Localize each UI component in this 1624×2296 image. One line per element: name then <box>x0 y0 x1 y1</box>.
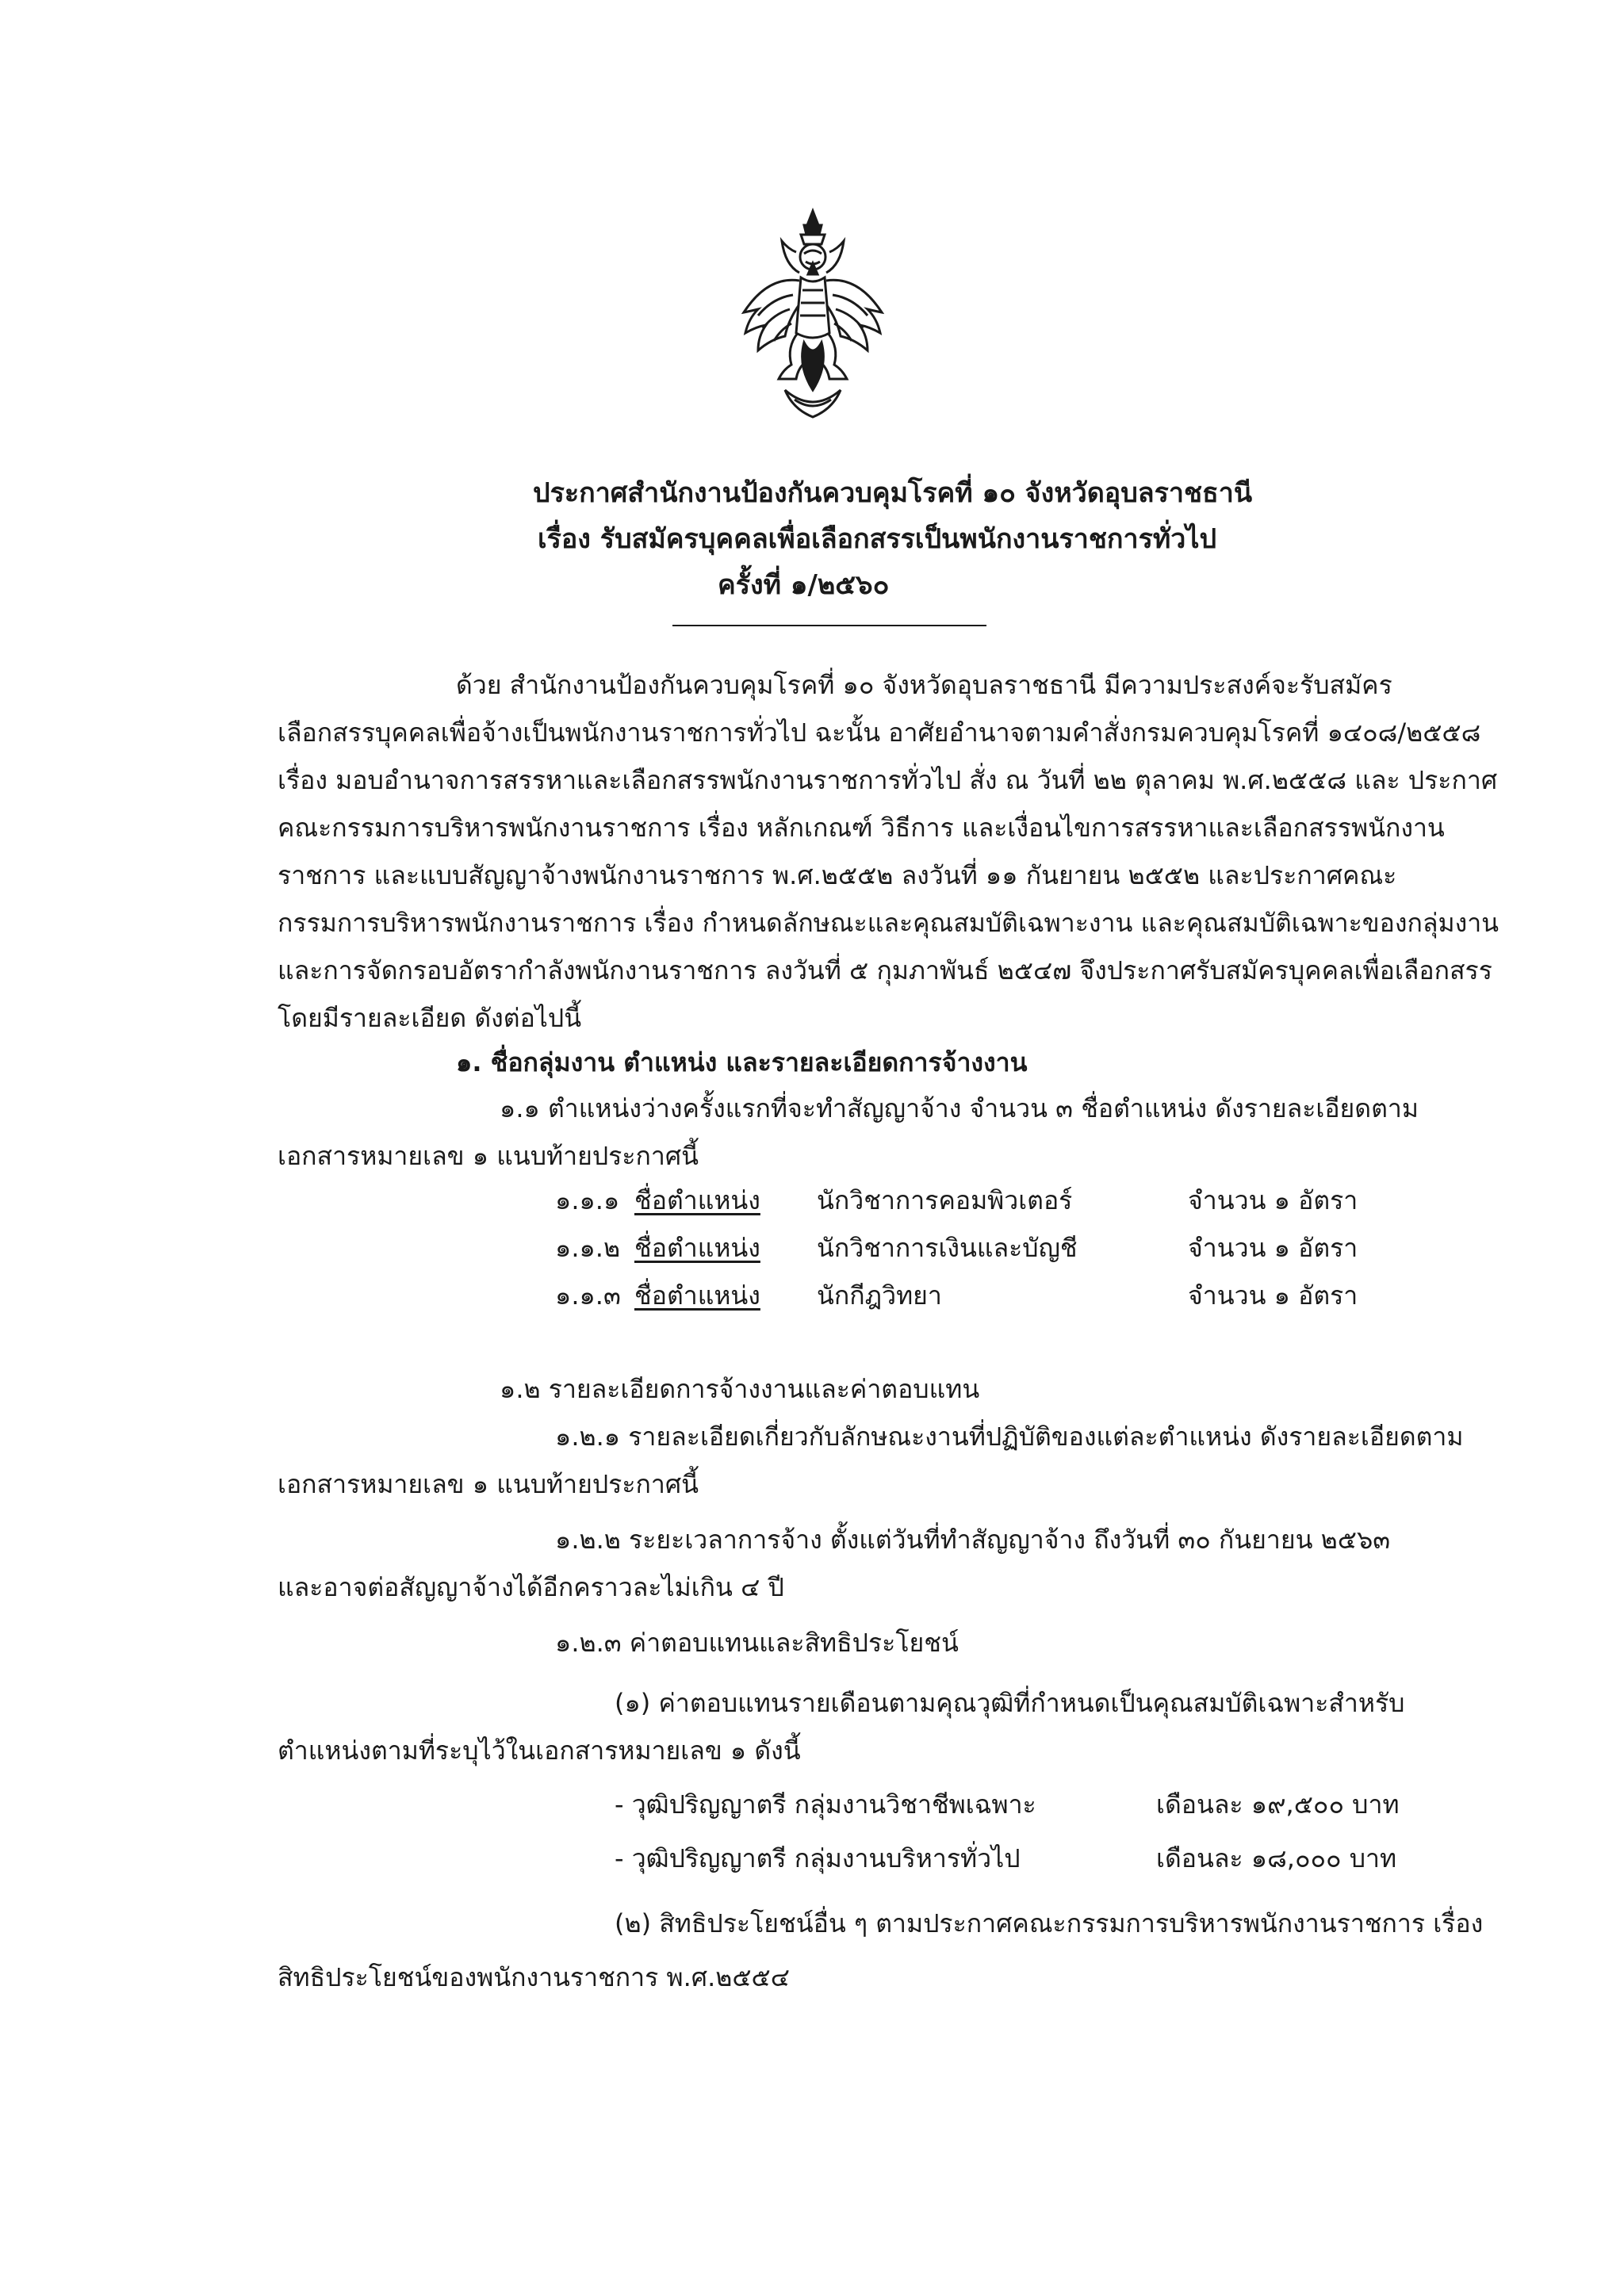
intro-line-5: ราชการ และแบบสัญญาจ้างพนักงานราชการ พ.ศ.๒๕๕๒ ลงวันที่ ๑๑ กันยายน ๒๕๕๒ และประกาศคณะ <box>278 860 1397 890</box>
position-title: นักวิชาการคอมพิวเตอร์ <box>817 1185 1073 1215</box>
position-number: ๑.๑.๒ <box>555 1233 621 1263</box>
intro-line-1: ด้วย สำนักงานป้องกันควบคุมโรคที่ ๑๐ จังหวัดอุบลราชธานี มีความประสงค์จะรับสมัคร <box>456 670 1392 700</box>
position-label: ชื่อตำแหน่ง <box>634 1185 760 1215</box>
pay-item-1-line-2: ตำแหน่งตามที่ระบุไว้ในเอกสารหมายเลข ๑ ดังนี้ <box>278 1735 801 1766</box>
salary-description: - วุฒิปริญญาตรี กลุ่มงานบริหารทั่วไป <box>615 1843 1021 1873</box>
section-1-2-heading: ๑.๒ รายละเอียดการจ้างงานและค่าตอบแทน <box>500 1374 980 1404</box>
position-label: ชื่อตำแหน่ง <box>634 1280 760 1311</box>
position-count: จำนวน ๑ อัตรา <box>1188 1280 1358 1311</box>
position-count: จำนวน ๑ อัตรา <box>1188 1185 1358 1215</box>
intro-line-4: คณะกรรมการบริหารพนักงานราชการ เรื่อง หลักเกณฑ์ วิธีการ และเงื่อนไขการสรรหาและเลือกสรรพนักงาน <box>278 813 1445 843</box>
section-1-2-3-heading: ๑.๒.๓ ค่าตอบแทนและสิทธิประโยชน์ <box>555 1628 959 1658</box>
header-subject: เรื่อง รับสมัครบุคคลเพื่อเลือกสรรเป็นพนักงานราชการทั่วไป <box>538 523 1217 555</box>
intro-line-3: เรื่อง มอบอำนาจการสรรหาและเลือกสรรพนักงานราชการทั่วไป สั่ง ณ วันที่ ๒๒ ตุลาคม พ.ศ.๒๕๕๘ และ ประกาศ <box>278 765 1498 795</box>
position-number: ๑.๑.๓ <box>555 1280 621 1311</box>
pay-item-2-line-2: สิทธิประโยชน์ของพนักงานราชการ พ.ศ.๒๕๕๔ <box>278 1962 790 1992</box>
intro-line-8: โดยมีรายละเอียด ดังต่อไปนี้ <box>278 1003 582 1033</box>
header-line-1: ประกาศสำนักงานป้องกันควบคุมโรคที่ ๑๐ จังหวัดอุบลราชธานี <box>533 477 1253 509</box>
header-divider <box>672 625 986 626</box>
section-1-heading: ๑. ชื่อกลุ่มงาน ตำแหน่ง และรายละเอียดการจ้างงาน <box>456 1047 1028 1077</box>
salary-description: - วุฒิปริญญาตรี กลุ่มงานวิชาชีพเฉพาะ <box>615 1789 1036 1820</box>
garuda-emblem-icon <box>737 208 888 423</box>
position-count: จำนวน ๑ อัตรา <box>1188 1233 1358 1263</box>
section-1-1-line-2: เอกสารหมายเลข ๑ แนบท้ายประกาศนี้ <box>278 1141 699 1171</box>
section-1-2-2-line-1: ๑.๒.๒ ระยะเวลาการจ้าง ตั้งแต่วันที่ทำสัญญาจ้าง ถึงวันที่ ๓๐ กันยายน ๒๕๖๓ <box>555 1525 1391 1555</box>
position-title: นักวิชาการเงินและบัญชี <box>817 1233 1078 1263</box>
salary-amount: เดือนละ ๑๙,๕๐๐ บาท <box>1156 1789 1400 1820</box>
intro-line-6: กรรมการบริหารพนักงานราชการ เรื่อง กำหนดลักษณะและคุณสมบัติเฉพาะงาน และคุณสมบัติเฉพาะของกลุ่มงาน <box>278 908 1500 938</box>
header-issue-number: ครั้งที่ ๑/๒๕๖๐ <box>718 569 890 601</box>
position-label: ชื่อตำแหน่ง <box>634 1233 760 1263</box>
position-number: ๑.๑.๑ <box>555 1185 620 1215</box>
section-1-1-line-1: ๑.๑ ตำแหน่งว่างครั้งแรกที่จะทำสัญญาจ้าง จำนวน ๓ ชื่อตำแหน่ง ดังรายละเอียดตาม <box>500 1093 1419 1123</box>
section-1-2-2-line-2: และอาจต่อสัญญาจ้างได้อีกคราวละไม่เกิน ๔ ปี <box>278 1572 784 1602</box>
intro-line-2: เลือกสรรบุคคลเพื่อจ้างเป็นพนักงานราชการทั่วไป ฉะนั้น อาศัยอำนาจตามคำสั่งกรมควบคุมโรคที่ ๑๔๐๘/๒๕๕๘ <box>278 718 1481 748</box>
intro-line-7: และการจัดกรอบอัตรากำลังพนักงานราชการ ลงวันที่ ๕ กุมภาพันธ์ ๒๕๔๗ จึงประกาศรับสมัครบุคคลเพื่อเลือกสรร <box>278 955 1492 985</box>
pay-item-1-line-1: (๑) ค่าตอบแทนรายเดือนตามคุณวุฒิที่กำหนดเป็นคุณสมบัติเฉพาะสำหรับ <box>615 1688 1405 1718</box>
pay-item-2-line-1: (๒) สิทธิประโยชน์อื่น ๆ ตามประกาศคณะกรรมการบริหารพนักงานราชการ เรื่อง <box>615 1908 1484 1938</box>
section-1-2-1-line-2: เอกสารหมายเลข ๑ แนบท้ายประกาศนี้ <box>278 1469 699 1499</box>
salary-amount: เดือนละ ๑๘,๐๐๐ บาท <box>1156 1843 1397 1873</box>
section-1-2-1-line-1: ๑.๒.๑ รายละเอียดเกี่ยวกับลักษณะงานที่ปฏิบัติของแต่ละตำแหน่ง ดังรายละเอียดตาม <box>555 1422 1464 1452</box>
position-title: นักกีฎวิทยา <box>817 1280 942 1311</box>
